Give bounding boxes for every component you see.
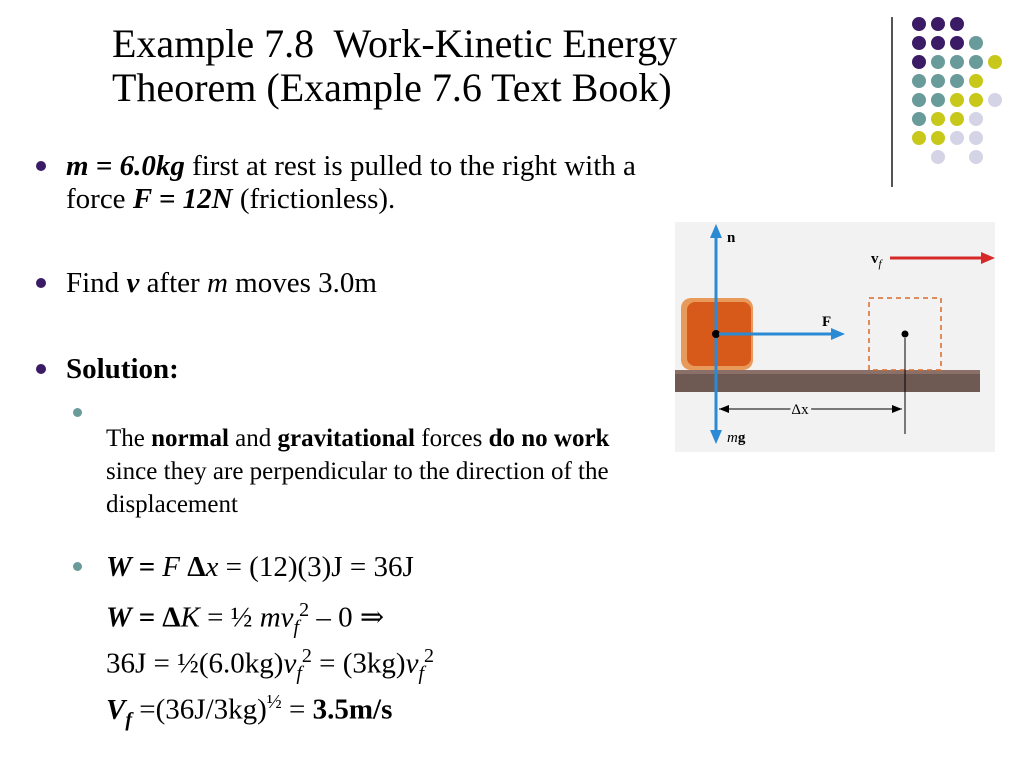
sub-bullet-dot bbox=[73, 408, 82, 417]
decor-dot bbox=[931, 74, 945, 88]
eq-sub-f: f bbox=[125, 708, 133, 731]
equation-substitution bbox=[106, 640, 434, 690]
decor-dot bbox=[912, 93, 926, 107]
block-center-dot bbox=[712, 330, 720, 338]
decor-dot bbox=[931, 17, 945, 31]
decor-dot bbox=[969, 36, 983, 50]
eq-part: =(36J/3kg) bbox=[132, 693, 267, 726]
eq-answer: 3.5m/s bbox=[312, 693, 393, 726]
decor-dot bbox=[969, 112, 983, 126]
gravity-label-g: g bbox=[737, 430, 746, 446]
decor-dot bbox=[950, 112, 964, 126]
eq-mid: = ½ bbox=[199, 601, 260, 634]
velocity-symbol: v bbox=[126, 267, 140, 299]
decor-dot bbox=[969, 55, 983, 69]
decor-dot bbox=[931, 55, 945, 69]
title-line-2: Theorem (Example 7.6 Text Book) bbox=[112, 65, 672, 110]
solution-label: Solution: bbox=[66, 353, 179, 385]
bullet-find bbox=[66, 267, 377, 300]
equation-final-velocity bbox=[106, 686, 392, 736]
decor-dot bbox=[988, 55, 1002, 69]
gravity-label-m: m bbox=[727, 430, 738, 446]
gravity-label bbox=[727, 430, 746, 446]
decor-dot bbox=[931, 131, 945, 145]
decor-dot bbox=[931, 36, 945, 50]
decor-dot bbox=[969, 74, 983, 88]
decor-dot bbox=[950, 74, 964, 88]
bullet-dot bbox=[36, 278, 46, 288]
decor-dot bbox=[969, 150, 983, 164]
bullet1-text1: first at rest is pulled to the right with a force bbox=[66, 150, 636, 215]
eq-v: v bbox=[405, 647, 419, 680]
decor-dot bbox=[931, 150, 945, 164]
eq-w: W = bbox=[106, 551, 163, 583]
decor-dot bbox=[912, 55, 926, 69]
eq-v: v bbox=[283, 647, 297, 680]
block-force-diagram bbox=[675, 222, 995, 452]
final-center-dot bbox=[902, 331, 909, 338]
eq-w: W = bbox=[106, 601, 163, 634]
sub-text: forces bbox=[415, 425, 489, 452]
eq-part: 36J = ½(6.0kg) bbox=[106, 647, 284, 680]
decor-dot bbox=[969, 131, 983, 145]
decor-dot bbox=[912, 74, 926, 88]
eq-sub-f: f bbox=[418, 662, 425, 685]
decor-dot bbox=[950, 131, 964, 145]
decor-dot bbox=[931, 93, 945, 107]
bullet2-text: Find bbox=[66, 267, 127, 299]
sub-no-work: do no work bbox=[488, 425, 610, 452]
sub-bullet-dot bbox=[73, 562, 82, 571]
slide-title bbox=[112, 22, 812, 110]
decor-dot bbox=[912, 17, 926, 31]
eq-sup: 2 bbox=[299, 599, 310, 621]
eq-f: F bbox=[162, 551, 188, 583]
eq-x: x bbox=[205, 551, 219, 583]
decor-dot bbox=[969, 93, 983, 107]
eq-sub-f: f bbox=[293, 616, 300, 639]
decor-dot bbox=[988, 93, 1002, 107]
eq-sup: 2 bbox=[424, 645, 435, 667]
mass-value: m = 6.0kg bbox=[66, 150, 185, 182]
bullet-dot bbox=[36, 364, 46, 374]
decor-dot bbox=[950, 36, 964, 50]
sub-gravitational: gravitational bbox=[277, 425, 416, 452]
decor-dot bbox=[912, 112, 926, 126]
equation-work-kinetic bbox=[106, 594, 384, 644]
bullet-dot bbox=[36, 161, 46, 171]
eq-sub-f: f bbox=[296, 662, 302, 685]
eq-k: K bbox=[180, 601, 200, 634]
decor-dot bbox=[931, 112, 945, 126]
decor-dot bbox=[912, 131, 926, 145]
decor-dot bbox=[950, 17, 964, 31]
bullet2-text: after bbox=[139, 267, 207, 299]
bullet1-text2: (frictionless). bbox=[232, 183, 396, 215]
force-label: F bbox=[822, 314, 832, 330]
eq-rest: – 0 ⇒ bbox=[309, 601, 385, 634]
ground-top bbox=[675, 370, 980, 374]
title-divider bbox=[891, 17, 893, 187]
sub-text: The bbox=[106, 425, 152, 452]
title-line-1: Example 7.8 Work-Kinetic Energy bbox=[112, 21, 678, 66]
eq-part: = (3kg) bbox=[311, 647, 406, 680]
force-value: F = 12N bbox=[132, 183, 233, 215]
velocity-label-f: f bbox=[878, 258, 882, 270]
eq-sup: 2 bbox=[301, 645, 312, 667]
eq-part: = bbox=[281, 693, 313, 726]
decor-dot bbox=[912, 36, 926, 50]
mass-symbol: m bbox=[206, 267, 228, 299]
bullet2-text: moves 3.0m bbox=[227, 267, 377, 299]
sub-text: and bbox=[228, 425, 278, 452]
decor-dot bbox=[950, 93, 964, 107]
sub-bullet-no-work bbox=[106, 397, 666, 546]
ground-surface bbox=[675, 372, 980, 392]
eq-rest: = (12)(3)J = 36J bbox=[218, 551, 414, 583]
eq-mv: mv bbox=[259, 601, 294, 634]
eq-sup: ½ bbox=[266, 691, 282, 713]
decor-dot bbox=[950, 55, 964, 69]
sub-normal: normal bbox=[151, 425, 229, 452]
displacement-label: Δx bbox=[791, 402, 809, 418]
sub-text: since they are perpendicular to the direction of the displacement bbox=[106, 458, 609, 518]
velocity-label-v: v bbox=[871, 251, 879, 267]
normal-label: n bbox=[727, 230, 736, 246]
equation-work-force bbox=[106, 551, 414, 584]
eq-v: V bbox=[106, 693, 126, 726]
eq-delta: Δ bbox=[187, 551, 206, 583]
eq-delta: Δ bbox=[162, 601, 181, 634]
bullet-problem-statement bbox=[66, 150, 646, 216]
bullet-solution bbox=[66, 353, 179, 386]
